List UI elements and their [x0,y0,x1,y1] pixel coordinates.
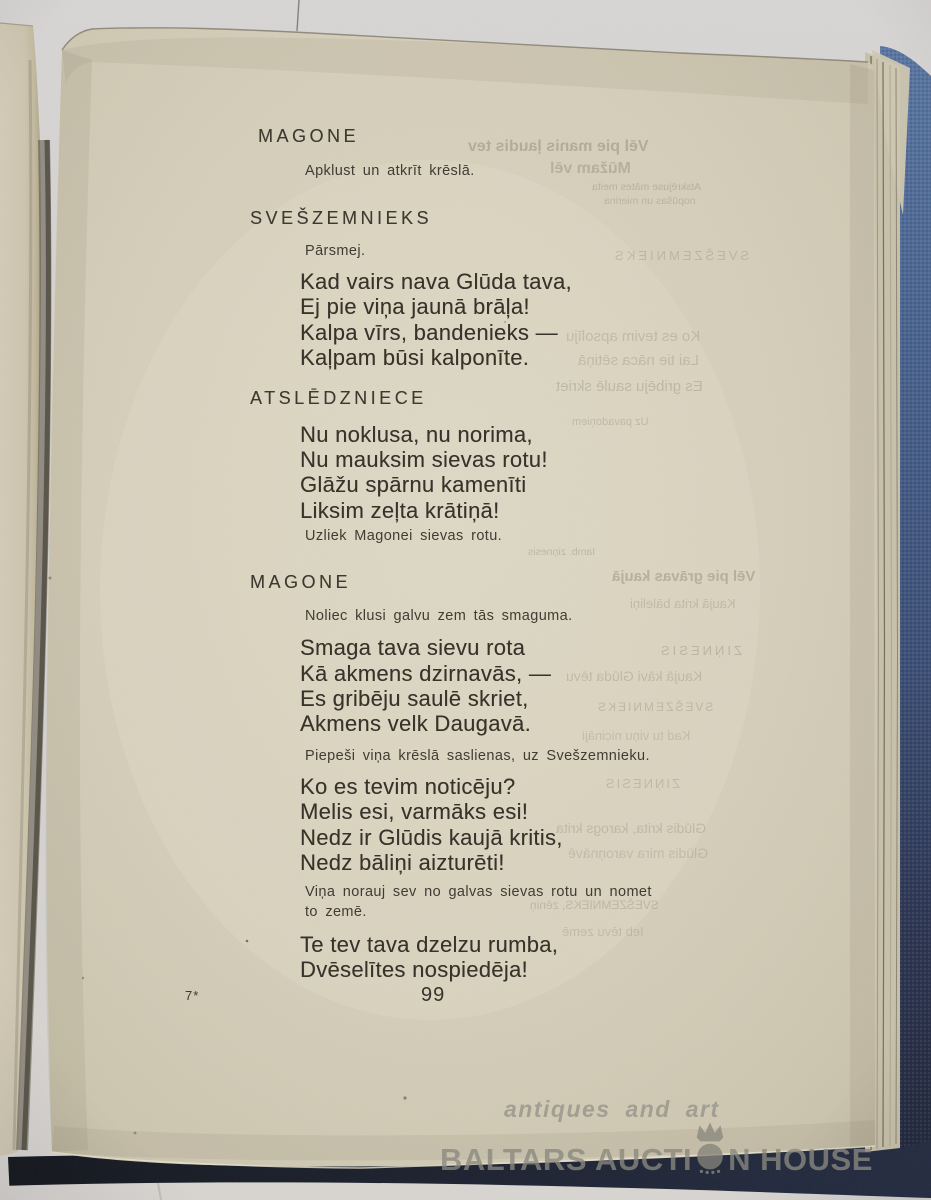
ghost-line: Es gribēju saulē skriet [556,378,703,395]
verse-line: Liksim zeļta krātiņā! [300,497,500,523]
speaker-heading: MAGONE [250,572,352,593]
stage-direction: Uzliek Magonei sievas rotu. [305,528,503,545]
ghost-line: Kad tu viņu nicināji [582,728,691,743]
verse-line: Nedz ir Glūdis kaujā kritis, [300,824,563,850]
verse-line: Kaļpam būsi kalponīte. [300,345,530,371]
verse-line: Ej pie viņa jaunā brāļa! [300,294,530,320]
stage-direction: Pārsmej. [305,243,366,259]
ghost-line: Kaujā kāvi Glūda tēvu [566,668,703,684]
ghost-line: Ieb tēvu zemē [562,924,644,939]
verse-line: Glāžu spārnu kamenīti [300,472,527,498]
ghost-line: Iamb. ziņnesis [528,546,596,558]
ghost-line: Glūdis mira varoņnāvē [568,845,709,861]
ghost-line: SVEŠZEMNIEKS, zēniņ [530,898,659,912]
crown-pineapple-icon [691,1121,729,1182]
ghost-line: nopūšas un mierina [604,195,696,207]
watermark-title [440,1121,920,1175]
script-column [248,126,691,982]
watermark-title-left: BALTARS AUCTI [440,1142,693,1177]
speaker-heading: ATSLĒDZNIECE [250,387,427,408]
signature-mark: 7* [185,988,200,1003]
speaker-heading: SVEŠZEMNIEKS [250,208,433,228]
ghost-line: Vēl pie grāvas kaujā [612,568,756,585]
verse-line: Akmens velk Daugavā. [300,711,531,737]
ghost-line: Lai tie nāca sētiņā [578,352,699,369]
verse [248,932,688,983]
ghost-line: SVEŠZEMNIEKS [612,248,750,263]
verse-line: Dvēselītes nospiedēja! [300,956,528,982]
verse [248,269,688,371]
ghost-line: Ko es tevim apsolīju [566,328,701,345]
verse-line: Smaga tava sievu rota [300,635,526,661]
ghost-line: ZIŅNESIS [658,643,742,658]
ghost-line: SVEŠZEMNIEKS [596,700,714,714]
watermark-tagline: antiques and art [504,1096,720,1122]
verse [248,774,688,876]
verse-line: Melis esi, varmāks esi! [300,799,529,825]
ghost-line: Mūžam vēl [550,160,631,177]
ghost-line: Uz pavadoņiem [572,416,649,428]
verse-line: Te tev tava dzelzu rumba, [300,931,559,957]
watermark-title-right: N HOUSE [728,1142,873,1177]
verse-line: Kā akmens dzirnavās, — [300,660,552,686]
page-number: 99 [421,984,446,1006]
stage-direction: Apklust un atkrīt krēslā. [305,163,475,179]
ghost-line: Glūdis krita, karogs krita [556,820,707,836]
ghost-line: ZIŅNESIS [604,776,680,791]
verse-line: Nedz bāliņi aizturēti! [300,850,505,876]
verse-line: Kalpa vīrs, bandenieks — [300,319,558,345]
verse-line: Ko es tevim noticēju? [300,773,516,799]
verse [248,422,688,524]
watermark [440,1096,920,1175]
stage-direction: Viņa norauj sev no galvas sievas rotu un nomet to zemē. [305,883,652,920]
stage-direction: Noliec klusi galvu zem tās smaguma. [305,608,573,625]
verse-line: Kad vairs nava Glūda tava, [300,269,572,294]
verse-line: Nu noklusa, nu norima, [300,421,533,447]
ghost-line: Vēl pie manis ļaudis tev [468,138,649,155]
ghost-line: Atskrējuse mātes meita [592,181,702,193]
ghost-line: Kaujā krita bāleliņi [630,596,736,611]
stage-direction: Piepeši viņa krēslā saslienas, uz Svešzemnieku. [305,747,650,764]
speaker-heading: MAGONE [258,126,360,146]
verse-line: Es gribēju saulē skriet, [300,686,529,712]
verse [248,635,688,737]
verse-line: Nu mauksim sievas rotu! [300,447,548,473]
